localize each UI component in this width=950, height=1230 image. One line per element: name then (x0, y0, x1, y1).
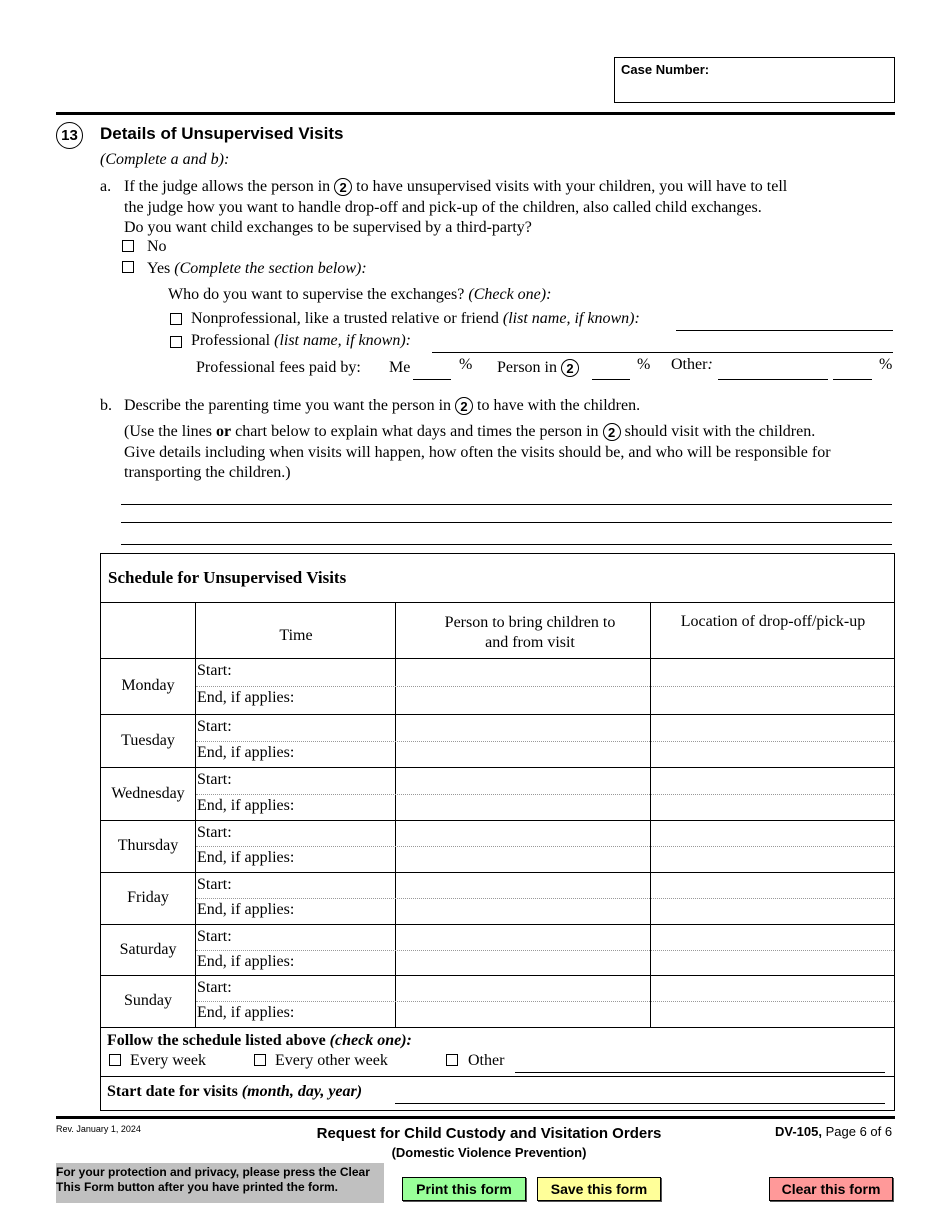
other-row (671, 355, 713, 375)
nonprofessional-row (191, 309, 640, 329)
person-in-row (497, 358, 579, 378)
part-b-letter: b. (100, 397, 112, 414)
location-field[interactable] (652, 873, 893, 923)
case-number-label: Case Number: (621, 62, 710, 77)
top-divider (56, 112, 895, 115)
professional-label: Professional (191, 332, 271, 349)
end-time-field[interactable]: End, if applies: (197, 797, 295, 814)
part-b-paragraph-line1 (124, 422, 815, 442)
me-percent-field[interactable] (413, 379, 451, 380)
part-b-line1-pre: Describe the parenting time you want the person in (124, 397, 452, 414)
part-b-paragraph-line3: transporting the children.) (124, 464, 291, 481)
clear-form-button[interactable]: Clear this form (769, 1177, 893, 1201)
other-percent-sign: % (879, 356, 893, 373)
no-label: No (147, 238, 167, 255)
location-field[interactable] (652, 925, 893, 974)
end-time-field[interactable]: End, if applies: (197, 901, 295, 918)
part-a-letter: a. (100, 178, 112, 195)
privacy-line-1: For your protection and privacy, please press the Clear (56, 1165, 370, 1179)
fees-label: Professional fees paid by: (196, 359, 361, 376)
schedule-title: Schedule for Unsupervised Visits (108, 568, 347, 587)
person-bring-field[interactable] (397, 768, 649, 819)
form-title: Request for Child Custody and Visitation Orders (316, 1125, 662, 1142)
form-subtitle: (Domestic Violence Prevention) (391, 1145, 587, 1160)
part-b-p-mid: chart below to explain what days and times the person in (235, 423, 599, 440)
description-line-3[interactable] (121, 544, 892, 545)
who-note: (Check one): (468, 286, 552, 303)
me-label: Me (389, 359, 411, 376)
every-week-checkbox[interactable] (109, 1054, 121, 1066)
person-bring-field[interactable] (397, 821, 649, 871)
follow-note: (check one): (329, 1032, 412, 1049)
other-label: Other (671, 356, 708, 373)
page-number: Page 6 of 6 (825, 1124, 893, 1139)
end-time-field[interactable]: End, if applies: (197, 744, 295, 761)
person-bring-field[interactable] (397, 715, 649, 766)
part-a-line1 (124, 177, 787, 197)
privacy-notice (56, 1163, 384, 1203)
me-percent-sign: % (459, 356, 473, 373)
day-label: Saturday (119, 941, 177, 958)
col-divider-1 (195, 602, 196, 1027)
yes-label-row (147, 259, 367, 279)
location-field[interactable] (652, 768, 893, 819)
part-b-p-bold: or (215, 423, 232, 440)
schedule-table (100, 553, 895, 1111)
location-field[interactable] (652, 976, 893, 1026)
end-time-field[interactable]: End, if applies: (197, 849, 295, 866)
location-field[interactable] (652, 715, 893, 766)
no-checkbox[interactable] (122, 240, 134, 252)
start-time-field[interactable]: Start: (197, 824, 232, 841)
who-question: Who do you want to supervise the exchanges? (168, 286, 465, 303)
other-schedule-field[interactable] (515, 1072, 885, 1073)
day-label: Wednesday (111, 785, 185, 802)
part-a-line2: the judge how you want to handle drop-off and pick-up of the children, also called child exchanges. (124, 199, 762, 216)
other-schedule-checkbox[interactable] (446, 1054, 458, 1066)
day-label: Thursday (117, 837, 179, 854)
section-number: 13 (61, 127, 78, 144)
location-field[interactable] (652, 821, 893, 871)
other-percent-field[interactable] (833, 379, 872, 380)
nonprofessional-note: (list name, if known): (502, 310, 640, 327)
person-bring-field[interactable] (397, 976, 649, 1026)
start-date-note: (month, day, year) (241, 1083, 363, 1100)
col-header-location: Location of drop-off/pick-up (680, 613, 866, 630)
start-time-field[interactable]: Start: (197, 979, 232, 996)
part-b-line1-post: to have with the children. (477, 397, 641, 414)
start-date-label: Start date for visits (107, 1083, 238, 1100)
save-form-button[interactable]: Save this form (537, 1177, 661, 1201)
professional-note: (list name, if known): (274, 332, 411, 349)
nonprofessional-label: Nonprofessional, like a trusted relative or friend (191, 310, 499, 327)
part-b-line1 (124, 396, 640, 416)
person-bring-field[interactable] (397, 925, 649, 974)
part-b-p-post: should visit with the children. (624, 423, 816, 440)
start-date-row (107, 1082, 362, 1102)
start-time-field[interactable]: Start: (197, 876, 232, 893)
day-label: Sunday (124, 992, 172, 1009)
other-colon: : (707, 356, 713, 373)
follow-label: Follow the schedule listed above (107, 1032, 326, 1049)
day-label: Friday (127, 889, 169, 906)
person-percent-sign: % (637, 356, 651, 373)
professional-name-field[interactable] (432, 352, 893, 353)
yes-note: (Complete the section below): (174, 260, 367, 277)
party-2-ref-b: 2 (455, 397, 473, 415)
col-header-person: Person to bring children to and from visit (444, 614, 616, 651)
schedule-bottom-divider (101, 1027, 894, 1028)
start-time-field[interactable]: Start: (197, 662, 232, 679)
privacy-line-2: This Form button after you have printed the form. (56, 1180, 339, 1194)
part-b-paragraph-line2: Give details including when visits will happen, how often the visits should be, and who will be responsible for (124, 444, 831, 461)
revision-date: Rev. January 1, 2024 (56, 1124, 141, 1134)
start-date-divider (101, 1076, 894, 1077)
col-header-time: Time (279, 627, 313, 644)
day-label: Monday (121, 677, 175, 694)
yes-checkbox[interactable] (122, 261, 134, 273)
every-week-label: Every week (130, 1052, 206, 1069)
other-schedule-label: Other (468, 1052, 505, 1069)
case-number-box[interactable] (614, 57, 895, 103)
person-bring-field[interactable] (397, 873, 649, 923)
professional-row (191, 331, 411, 351)
party-2-ref-b2: 2 (603, 423, 621, 441)
end-time-field[interactable]: End, if applies: (197, 689, 295, 706)
part-a-line1-pre: If the judge allows the person in (124, 178, 331, 195)
end-time-field[interactable]: End, if applies: (197, 953, 295, 970)
start-time-field[interactable]: Start: (197, 718, 232, 735)
start-time-field[interactable]: Start: (197, 928, 232, 945)
description-line-1[interactable] (121, 504, 892, 505)
person-percent-field[interactable] (592, 379, 630, 380)
who-question-row (168, 285, 551, 305)
person-in-label: Person in (497, 359, 557, 376)
nonprofessional-name-field[interactable] (676, 330, 893, 331)
section-instruction: (Complete a and b): (100, 151, 230, 168)
col-divider-2 (395, 602, 396, 1027)
day-label: Tuesday (121, 732, 175, 749)
form-id: DV-105, (775, 1124, 822, 1139)
professional-checkbox[interactable] (170, 336, 182, 348)
part-b-p-pre: (Use the lines (124, 423, 212, 440)
every-other-week-checkbox[interactable] (254, 1054, 266, 1066)
print-form-button[interactable]: Print this form (402, 1177, 526, 1201)
footer-divider (56, 1116, 895, 1119)
start-date-field[interactable] (395, 1103, 885, 1104)
header-divider (101, 602, 894, 603)
section-number-circle (56, 122, 83, 149)
party-2-ref: 2 (334, 178, 352, 196)
every-other-week-label: Every other week (275, 1052, 388, 1069)
form-page-info (775, 1124, 892, 1139)
yes-label: Yes (147, 260, 171, 277)
other-name-field[interactable] (718, 379, 828, 380)
part-a-line1-post: to have unsupervised visits with your children, you will have to tell (356, 178, 788, 195)
nonprofessional-checkbox[interactable] (170, 313, 182, 325)
end-time-field[interactable]: End, if applies: (197, 1004, 295, 1021)
part-a-line3: Do you want child exchanges to be supervised by a third-party? (124, 219, 532, 236)
party-2-ref-fees: 2 (561, 359, 579, 377)
location-field[interactable] (652, 659, 893, 713)
description-line-2[interactable] (121, 522, 892, 523)
person-bring-field[interactable] (397, 659, 649, 713)
section-title: Details of Unsupervised Visits (100, 124, 344, 143)
col-divider-3 (650, 602, 651, 1027)
start-time-field[interactable]: Start: (197, 771, 232, 788)
follow-row (107, 1031, 412, 1051)
